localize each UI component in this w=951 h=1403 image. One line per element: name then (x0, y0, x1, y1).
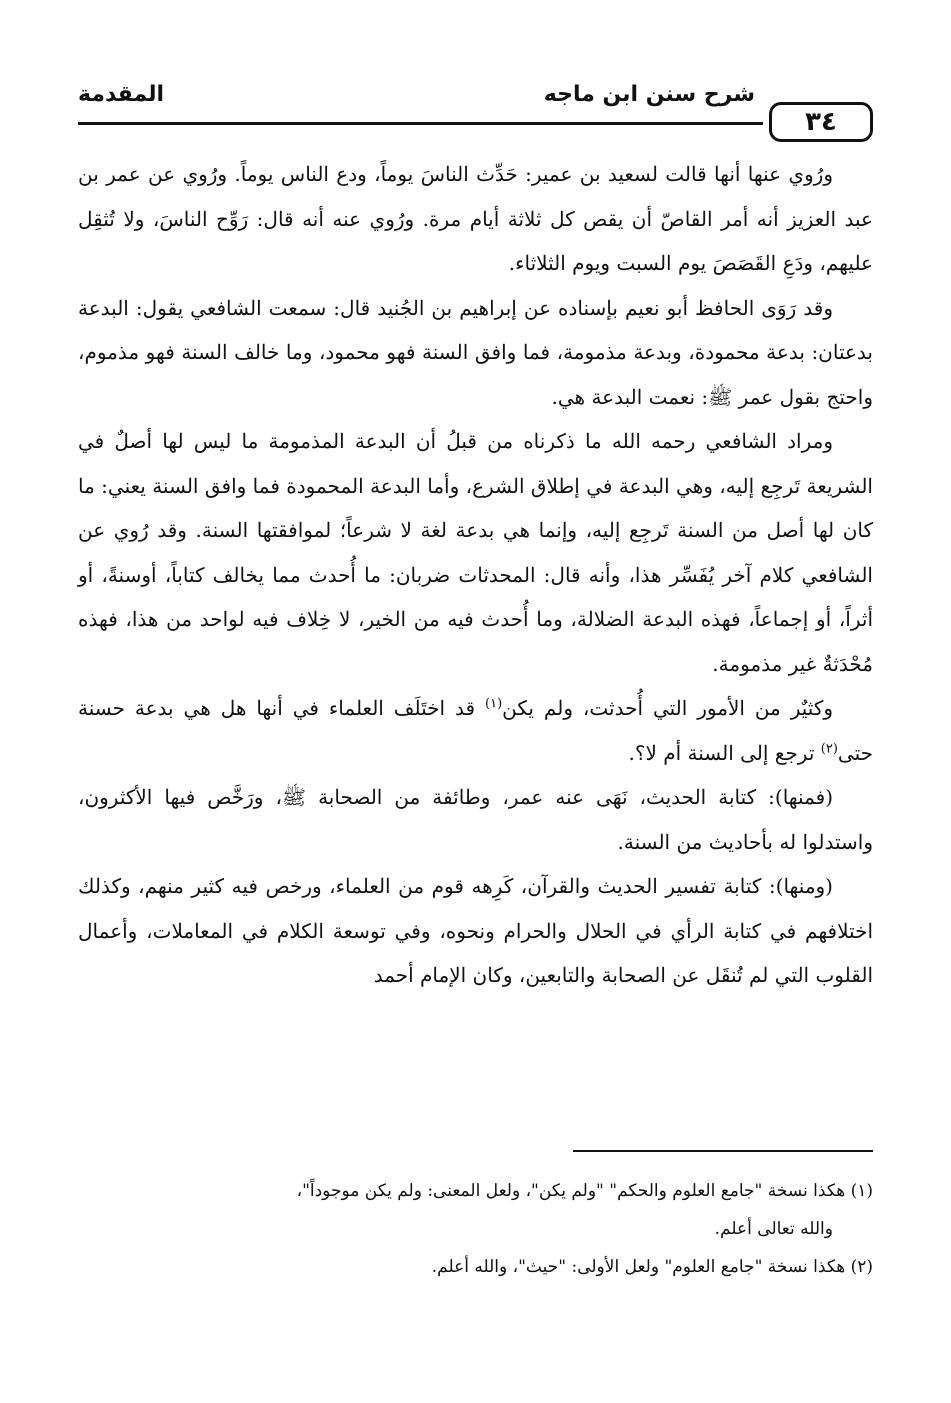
main-text (78, 152, 873, 998)
paragraph: ومراد الشافعي رحمه الله ما ذكرناه من قبلُ أن البدعة المذمومة ما ليس لها أصلٌ في الشريعة تَرجِع إليه، وهي البدعة في إطلاق الشرع، وأما البدعة المحمودة فما وافق السنة يعني: ما كان لها أصل من السنة تَرجِع إليه، وإنما هي بدعة لغة لا شرعاً؛ لموافقتها السنة. وقد رُوي عن الشافعي كلام آخر يُفَسِّر هذا، وأنه قال: المحدثات ضربان: ما أُحدث مما يخالف كتاباً، أوسنةً، أو أثراً، أو إجماعاً، فهذه البدعة الضلالة، وما أُحدث فيه من الخير، لا خِلاف فيه لواحد من هذا، فهذه مُحْدَثةٌ غير مذمومة. (78, 429, 874, 676)
footnote-separator (573, 1150, 873, 1152)
footnotes (78, 1172, 873, 1286)
paragraph: وقد رَوَى الحافظ أبو نعيم بإسناده عن إبراهيم بن الجُنيد قال: سمعت الشافعي يقول: البدعة بدعتان: بدعة محمودة، وبدعة مذمومة، فما وافق السنة فهو محمود، وما خالف السنة فهو مذموم، واحتج بقول عمر ﷺ: نعمت البدعة هي. (78, 295, 873, 409)
paragraph: (فمنها): كتابة الحديث، نَهَى عنه عمر، وطائفة من الصحابة ﷺ، ورَخَّص فيها الأكثرون، واستدلوا له بأحاديث من السنة. (78, 785, 873, 854)
footnote-1-continuation: والله تعالى أعلم. (714, 1219, 833, 1239)
footnote-1: (١) هكذا نسخة "جامع العلوم والحكم" "ولم يكن"، ولعل المعنى: ولم يكن موجوداً"، (296, 1181, 873, 1201)
footnote-ref-2: (٢) (820, 740, 838, 756)
paragraph (78, 686, 873, 775)
section-title: المقدمة (78, 82, 165, 107)
paragraph-text: ترجع إلى السنة أم لا؟. (628, 740, 821, 765)
paragraph: (ومنها): كتابة تفسير الحديث والقرآن، كَرِهه قوم من العلماء، ورخص فيه كثير منهم، وكذلك اختلافهم في كتابة الرأي في الحلال والحرام ونحوه، وفي توسعة الكلام في المعاملات، وأعمال القلوب التي لم تُنقَل عن الصحابة والتابعين، وكان الإمام أحمد (78, 874, 873, 987)
footnote-2: (٢) هكذا نسخة "جامع العلوم" ولعل الأولى: "حيث"، والله أعلم. (431, 1257, 873, 1277)
page-number: ٣٤ (769, 102, 873, 142)
paragraph-text: قد اختَلَف العلماء في أنها هل هي بدعة حسنة حتى (78, 696, 873, 765)
page-header (78, 78, 873, 137)
footnote-ref-1: (١) (485, 696, 503, 712)
header-rule (78, 122, 763, 125)
paragraph-text: وكثيٌر من الأمور التي أُحدثت، ولم يكن (502, 696, 833, 720)
running-title: شرح سنن ابن ماجه (543, 82, 755, 107)
paragraph: ورُوي عنها أنها قالت لسعيد بن عمير: حَدِّث الناسَ يوماً، ودع الناس يوماً. ورُوي عن عمر بن عبد العزيز أنه أمر القاصّ أن يقص كل ثلاثة أيام مرة. ورُوي عنه أنه قال: رَوِّح الناسَ، ولا تُثقِل عليهم، ودَعِ القَصَصَ يوم السبت ويوم الثلاثاء. (78, 162, 873, 275)
